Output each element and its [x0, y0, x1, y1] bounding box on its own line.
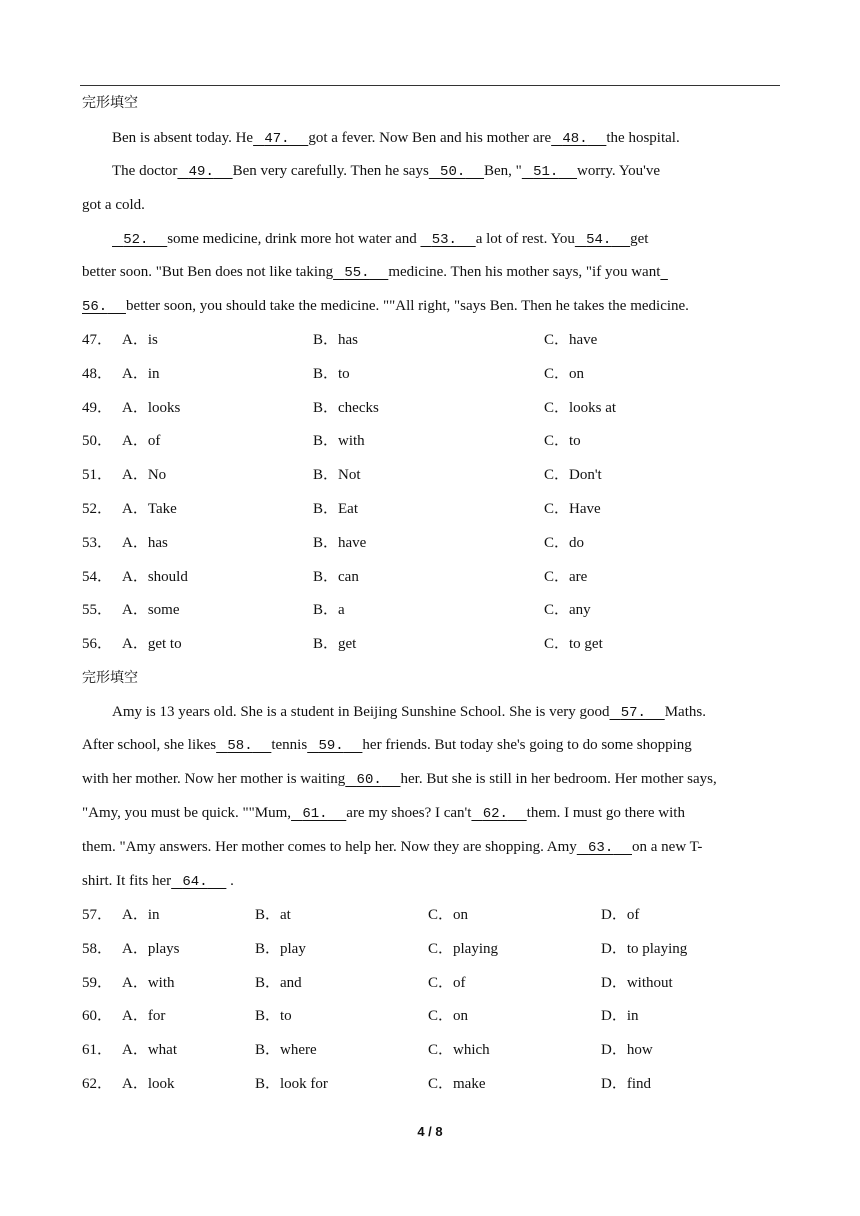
passage-text: her friends. But today she's going to do some shopping	[362, 737, 692, 753]
question-row	[82, 499, 782, 519]
question-row	[82, 364, 782, 384]
blank-number: 51.	[533, 164, 559, 180]
option-choice[interactable]: D．how	[601, 1042, 653, 1059]
option-choice[interactable]: B．get	[313, 636, 357, 653]
answer-blank[interactable]	[307, 735, 362, 756]
question-number: 47．	[82, 332, 113, 348]
option-choice[interactable]: B．with	[313, 433, 365, 450]
option-choice[interactable]: C．to get	[544, 636, 603, 653]
question-row	[82, 600, 782, 620]
answer-blank[interactable]	[112, 229, 167, 250]
question-row	[82, 533, 782, 553]
option-choice[interactable]: D．find	[601, 1076, 651, 1092]
section-heading: 完形填空	[82, 95, 138, 111]
passage-text: her. But she is still in her bedroom. Her mother says,	[400, 771, 717, 787]
answer-blank[interactable]	[522, 161, 577, 182]
question-row	[82, 634, 782, 654]
answer-blank[interactable]	[345, 769, 400, 790]
passage-text: some medicine, drink more hot water and	[167, 231, 421, 247]
option-choice[interactable]: C．looks at	[544, 399, 617, 416]
question-row	[82, 330, 782, 350]
option-choice[interactable]: B．to	[255, 1008, 292, 1025]
answer-blank[interactable]	[171, 871, 226, 892]
blank-number: 60.	[356, 772, 382, 788]
question-number: 52．	[82, 501, 113, 517]
blank-number: 62.	[482, 806, 508, 822]
option-choice[interactable]: A．for	[122, 1008, 166, 1025]
question-number: 55．	[82, 602, 113, 619]
passage-text: them. I must go there with	[526, 805, 685, 821]
option-choice[interactable]: A．is	[122, 332, 158, 348]
blank-number: 64.	[182, 874, 208, 890]
question-row	[82, 1006, 782, 1026]
question-row	[82, 973, 782, 993]
option-choice[interactable]: A．some	[122, 602, 180, 619]
passage-text: the hospital.	[606, 130, 680, 146]
passage-text: are my shoes? I can't	[346, 805, 472, 821]
question-row	[82, 398, 782, 418]
passage-line	[82, 195, 782, 215]
passage-line	[112, 229, 812, 250]
passage-text: Maths.	[664, 704, 706, 720]
option-choice[interactable]: B．can	[313, 568, 359, 585]
option-choice[interactable]: B．a	[313, 602, 345, 619]
passage-text: on a new T-	[632, 839, 703, 855]
question-number: 53．	[82, 534, 113, 551]
passage-line	[112, 702, 812, 723]
blank-number: 57.	[620, 705, 646, 721]
passage-text: a lot of rest. You	[475, 231, 575, 247]
option-choice[interactable]: C．are	[544, 568, 588, 585]
passage-line	[82, 803, 782, 824]
header-rule	[80, 85, 780, 86]
option-choice[interactable]: C．which	[428, 1042, 490, 1059]
question-number: 59．	[82, 974, 113, 991]
answer-blank[interactable]	[429, 161, 484, 182]
option-choice[interactable]: B．look for	[255, 1076, 328, 1092]
blank-number: 52.	[123, 232, 149, 248]
blank-number: 59.	[318, 738, 344, 754]
answer-blank[interactable]	[471, 803, 526, 824]
passage-text: tennis	[271, 737, 308, 753]
blank-number: 54.	[586, 232, 612, 248]
question-row	[82, 939, 782, 959]
option-choice[interactable]: B．has	[313, 332, 359, 348]
passage-text: got a cold.	[82, 197, 145, 213]
question-row	[82, 431, 782, 451]
blank-number: 53.	[431, 232, 457, 248]
option-choice[interactable]: C．Have	[544, 501, 601, 517]
passage-text: "Amy, you must be quick. ""Mum,	[82, 805, 292, 821]
question-number: 49．	[82, 399, 113, 416]
option-choice[interactable]: C．Don't	[544, 467, 602, 484]
option-choice[interactable]: C．on	[428, 1008, 469, 1025]
passage-text: Ben, "	[484, 163, 522, 179]
question-number: 61．	[82, 1042, 113, 1059]
option-choice[interactable]: C．do	[544, 534, 585, 551]
option-choice[interactable]: B．and	[255, 974, 302, 991]
passage-text: shirt. It fits her	[82, 873, 172, 889]
option-choice[interactable]: A．should	[122, 568, 188, 585]
option-choice[interactable]: A．what	[122, 1042, 177, 1059]
answer-blank[interactable]	[291, 803, 346, 824]
answer-blank[interactable]	[575, 229, 630, 250]
option-choice[interactable]: D．to playing	[601, 940, 688, 957]
question-number: 58．	[82, 940, 113, 957]
option-choice[interactable]: C．to	[544, 433, 581, 450]
passage-text: with her mother. Now her mother is waiting	[82, 771, 346, 787]
question-number: 54．	[82, 568, 113, 585]
blank-number: 61.	[302, 806, 328, 822]
passage-text: got a fever. Now Ben and his mother are	[308, 130, 552, 146]
answer-blank[interactable]	[253, 128, 308, 149]
blank-number: 58.	[227, 738, 253, 754]
passage-text: medicine. Then his mother says, "if you want	[388, 264, 661, 280]
passage-text: .	[226, 873, 234, 889]
passage-text: After school, she likes	[82, 737, 217, 753]
passage-line	[82, 296, 782, 317]
option-choice[interactable]: B．have	[313, 534, 367, 551]
option-choice[interactable]: C．on	[544, 365, 585, 382]
option-choice[interactable]: D．of	[601, 907, 640, 923]
question-number: 51．	[82, 467, 113, 484]
question-number: 50．	[82, 433, 113, 450]
passage-line	[82, 735, 782, 756]
passage-line	[82, 262, 782, 283]
passage-text: better soon. "But Ben does not like taking	[82, 264, 334, 280]
blank-number: 47.	[264, 131, 290, 147]
passage-text: Ben very carefully. Then he says	[232, 163, 429, 179]
option-choice[interactable]: A．No	[122, 467, 167, 484]
question-row	[82, 465, 782, 485]
question-row	[82, 567, 782, 587]
section-heading: 完形填空	[82, 670, 138, 686]
option-choice[interactable]: A．in	[122, 365, 160, 382]
option-choice[interactable]: A．Take	[122, 501, 177, 517]
option-choice[interactable]: B．to	[313, 365, 350, 382]
question-number: 62．	[82, 1076, 113, 1092]
passage-line	[82, 837, 782, 858]
option-choice[interactable]: A．has	[122, 534, 168, 551]
answer-blank[interactable]	[551, 128, 606, 149]
option-choice[interactable]: C．of	[428, 974, 466, 991]
passage-line	[112, 128, 812, 149]
answer-blank[interactable]	[333, 262, 388, 283]
question-row	[82, 1040, 782, 1060]
passage-text: better soon, you should take the medicine. ""All right, "says Ben. Then he takes the medicine.	[125, 298, 689, 314]
option-choice[interactable]: C．make	[428, 1076, 486, 1092]
option-choice[interactable]: A．look	[122, 1076, 175, 1092]
option-choice[interactable]: B．checks	[313, 399, 379, 416]
passage-text: The doctor	[112, 163, 178, 179]
passage-line	[112, 161, 812, 182]
option-choice[interactable]: C．on	[428, 907, 469, 923]
option-choice[interactable]: B．Not	[313, 467, 361, 484]
passage-line	[82, 871, 782, 892]
option-choice[interactable]: A．looks	[122, 399, 181, 416]
answer-blank[interactable]	[82, 296, 126, 317]
question-row	[82, 1074, 782, 1094]
answer-blank[interactable]	[660, 262, 668, 282]
answer-blank[interactable]	[177, 161, 232, 182]
blank-number: 48.	[562, 131, 588, 147]
option-choice[interactable]: A．with	[122, 974, 175, 991]
option-choice[interactable]: A．get to	[122, 636, 182, 653]
option-choice[interactable]: A．in	[122, 907, 160, 923]
question-number: 57．	[82, 907, 113, 923]
answer-blank[interactable]	[577, 837, 632, 858]
passage-text: them. "Amy answers. Her mother comes to help her. Now they are shopping. Amy	[82, 839, 577, 855]
passage-text: get	[630, 231, 649, 247]
answer-blank[interactable]	[609, 702, 664, 723]
blank-number: 55.	[344, 265, 370, 281]
option-choice[interactable]: D．without	[601, 974, 673, 991]
answer-blank[interactable]	[216, 735, 271, 756]
option-choice[interactable]: D．in	[601, 1008, 639, 1025]
page-number: 4 / 8	[417, 1124, 443, 1139]
blank-number: 49.	[188, 164, 214, 180]
question-row	[82, 905, 782, 925]
option-choice[interactable]: B．where	[255, 1042, 317, 1059]
passage-text: Ben is absent today. He	[112, 130, 254, 146]
option-choice[interactable]: B．at	[255, 907, 291, 923]
passage-text: Amy is 13 years old. She is a student in Beijing Sunshine School. She is very good	[112, 704, 610, 720]
option-choice[interactable]: C．any	[544, 602, 591, 619]
question-number: 48．	[82, 365, 113, 382]
question-number: 56．	[82, 636, 113, 653]
passage-line	[82, 769, 782, 790]
blank-number: 56.	[82, 299, 108, 315]
question-number: 60．	[82, 1008, 113, 1025]
blank-number: 50.	[440, 164, 466, 180]
option-choice[interactable]: C．have	[544, 332, 598, 348]
option-choice[interactable]: B．Eat	[313, 501, 358, 517]
option-choice[interactable]: A．of	[122, 433, 161, 450]
option-choice[interactable]: B．play	[255, 940, 306, 957]
option-choice[interactable]: A．plays	[122, 940, 180, 957]
passage-text: worry. You've	[577, 163, 661, 179]
option-choice[interactable]: C．playing	[428, 940, 498, 957]
answer-blank[interactable]	[420, 229, 475, 250]
blank-number: 63.	[588, 840, 614, 856]
